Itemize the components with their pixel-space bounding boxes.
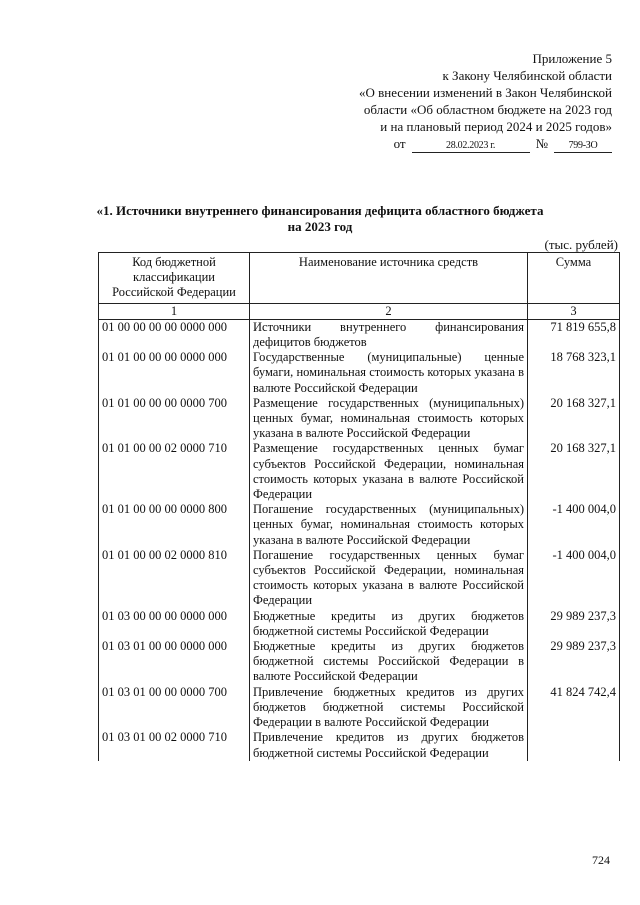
table-row <box>99 730 620 760</box>
row-sum <box>528 730 620 760</box>
units-label: (тыс. рублей) <box>544 237 618 252</box>
number-prefix: № <box>535 136 548 151</box>
row-name: Бюджетные кредиты из других бюджетов бюджетной системы Российской Федерации в валюте Российской Федерации <box>250 639 528 685</box>
row-code: 01 01 00 00 02 0000 710 <box>99 441 250 502</box>
row-name: Государственные (муниципальные) ценные бумаги, номинальная стоимость которых указана в валюте Российской Федерации <box>250 350 528 396</box>
column-number-row <box>99 303 620 319</box>
number-value: 799-ЗО <box>554 139 612 153</box>
row-sum: 29 989 237,3 <box>528 609 620 639</box>
page-number: 724 <box>592 853 610 867</box>
row-sum: 29 989 237,3 <box>528 639 620 685</box>
row-code: 01 01 00 00 00 0000 700 <box>99 396 250 442</box>
appendix-law-ref: к Закону Челябинской области <box>442 68 612 83</box>
header-sum: Сумма <box>528 253 620 304</box>
table-row <box>99 350 620 396</box>
row-name: Бюджетные кредиты из других бюджетов бюджетной системы Российской Федерации <box>250 609 528 639</box>
column-number-3: 3 <box>528 303 620 319</box>
table-header-row <box>99 253 620 304</box>
row-sum: 20 168 327,1 <box>528 396 620 442</box>
column-number-1: 1 <box>99 303 250 319</box>
row-name: Размещение государственных ценных бумаг субъектов Российской Федерации, номинальная стоимость которых указана в валюте Российской Федерации <box>250 441 528 502</box>
row-name: Размещение государственных (муниципальных) ценных бумаг, номинальная стоимость которых указана в валюте Российской Федерации <box>250 396 528 442</box>
row-sum: 41 824 742,4 <box>528 685 620 731</box>
row-sum: 20 168 327,1 <box>528 441 620 502</box>
appendix-law-name-2: области «Об областном бюджете на 2023 год <box>363 102 612 117</box>
table-row <box>99 441 620 502</box>
row-code: 01 01 00 00 00 0000 800 <box>99 502 250 548</box>
row-sum: -1 400 004,0 <box>528 502 620 548</box>
row-sum: 18 768 323,1 <box>528 350 620 396</box>
table-row <box>99 639 620 685</box>
row-code: 01 03 01 00 00 0000 700 <box>99 685 250 731</box>
table-row <box>99 319 620 350</box>
row-code: 01 03 00 00 00 0000 000 <box>99 609 250 639</box>
row-code: 01 01 00 00 02 0000 810 <box>99 548 250 609</box>
column-number-2: 2 <box>250 303 528 319</box>
table-row <box>99 548 620 609</box>
date-value: 28.02.2023 г. <box>412 139 530 153</box>
appendix-block <box>282 50 612 153</box>
appendix-law-name-1: «О внесении изменений в Закон Челябинской <box>358 85 612 100</box>
table-row <box>99 502 620 548</box>
budget-sources-table <box>98 252 620 761</box>
table-row <box>99 396 620 442</box>
row-name: Погашение государственных ценных бумаг субъектов Российской Федерации, номинальная стоимость которых указана в валюте Российской Федерации <box>250 548 528 609</box>
appendix-date-line <box>282 135 612 153</box>
row-code: 01 03 01 00 02 0000 710 <box>99 730 250 760</box>
row-name: Погашение государственных (муниципальных) ценных бумаг, номинальная стоимость которых указана в валюте Российской Федерации <box>250 502 528 548</box>
appendix-law-name-3: и на плановый период 2024 и 2025 годов» <box>380 119 612 134</box>
heading-line-1: «1. Источники внутреннего финансирования дефицита областного бюджета <box>96 203 544 218</box>
row-sum: -1 400 004,0 <box>528 548 620 609</box>
heading-line-2: на 2023 год <box>287 219 353 234</box>
table-row <box>99 685 620 731</box>
appendix-title: Приложение 5 <box>532 51 612 66</box>
row-name: Привлечение кредитов из других бюджетов бюджетной системы Российской Федерации <box>250 730 528 760</box>
header-code: Код бюджетной классификации Российской Федерации <box>99 253 250 304</box>
row-code: 01 01 00 00 00 0000 000 <box>99 350 250 396</box>
document-heading <box>0 203 640 235</box>
row-code: 01 00 00 00 00 0000 000 <box>99 319 250 350</box>
row-sum: 71 819 655,8 <box>528 319 620 350</box>
header-name: Наименование источника средств <box>250 253 528 304</box>
row-name: Источники внутреннего финансирования дефицитов бюджетов <box>250 319 528 350</box>
date-prefix: от <box>393 136 406 151</box>
row-code: 01 03 01 00 00 0000 000 <box>99 639 250 685</box>
table-row <box>99 609 620 639</box>
row-name: Привлечение бюджетных кредитов из других бюджетов бюджетной системы Российской Федерации в валюте Российской Федерации <box>250 685 528 731</box>
